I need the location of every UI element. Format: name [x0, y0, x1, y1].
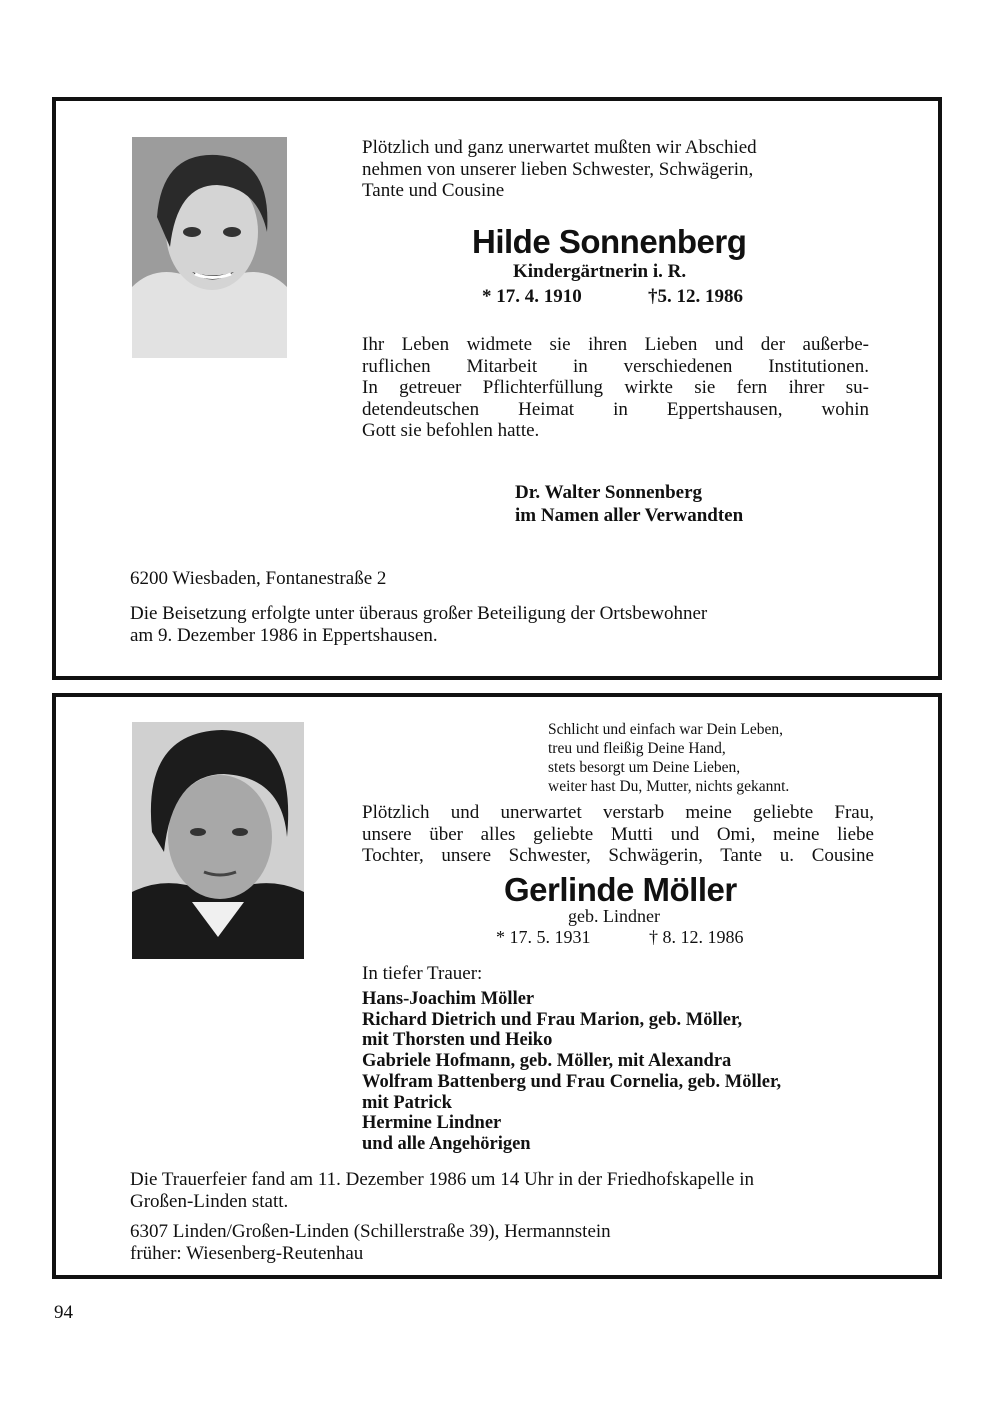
biography-line: Gott sie befohlen hatte.	[362, 420, 540, 441]
biography-line: ruflichen Mitarbeit in verschiedenen Institutionen.	[362, 355, 869, 377]
address	[130, 1221, 611, 1264]
signature-line: Dr. Walter Sonnenberg	[515, 482, 703, 503]
burial-line: Die Beisetzung erfolgte unter überaus großer Beteiligung der Ortsbewohner	[130, 603, 708, 624]
intro-line: unsere über alles geliebte Mutti und Omi, meine liebe	[362, 823, 874, 845]
survivor-list	[362, 989, 781, 1155]
death-date: † 8. 12. 1986	[649, 927, 744, 947]
survivor-line: Wolfram Battenberg und Frau Cornelia, geb. Möller,	[362, 1071, 782, 1092]
burial-line: am 9. Dezember 1986 in Eppertshausen.	[130, 624, 438, 646]
address: 6200 Wiesbaden, Fontanestraße 2	[130, 568, 387, 589]
survivor-line: Gabriele Hofmann, geb. Möller, mit Alexandra	[362, 1051, 732, 1072]
verse-line: stets besorgt um Deine Lieben,	[548, 759, 741, 776]
biography-text	[362, 334, 869, 442]
survivor-line: mit Patrick	[362, 1092, 452, 1113]
deceased-name: Hilde Sonnenberg	[472, 223, 747, 260]
survivor-line: Hermine Lindner	[362, 1113, 502, 1134]
maiden-name: geb. Lindner	[568, 906, 660, 926]
intro-text	[362, 802, 874, 867]
memorial-verse	[548, 720, 789, 796]
deceased-name: Gerlinde Möller	[504, 871, 737, 908]
intro-line: Plötzlich und unerwartet verstarb meine geliebte Frau,	[362, 802, 874, 823]
intro-line: Plötzlich und ganz unerwartet mußten wir Abschied	[362, 137, 757, 158]
signature	[515, 481, 743, 527]
obituary-gerlinde-moeller	[52, 693, 942, 1279]
survivor-line: Richard Dietrich und Frau Marion, geb. Möller,	[362, 1009, 743, 1030]
death-date: †5. 12. 1986	[648, 286, 743, 307]
portrait-photo-hilde	[132, 137, 287, 358]
address-line: 6307 Linden/Großen-Linden (Schillerstraße 39), Hermannstein	[130, 1221, 611, 1242]
page-number: 94	[54, 1302, 73, 1323]
intro-line: Tante und Cousine	[362, 180, 505, 201]
burial-notice	[130, 603, 707, 646]
funeral-line: Großen-Linden statt.	[130, 1190, 289, 1212]
birth-date: * 17. 5. 1931	[496, 927, 591, 947]
survivor-line: und alle Angehörigen	[362, 1133, 531, 1154]
biography-line: In getreuer Pflichterfüllung wirkte sie fern ihrer su-	[362, 377, 869, 398]
portrait-photo-gerlinde	[132, 722, 304, 959]
verse-line: treu und fleißig Deine Hand,	[548, 740, 726, 757]
occupation: Kindergärtnerin i. R.	[513, 261, 687, 282]
intro-text	[362, 137, 757, 202]
survivor-line: Hans-Joachim Möller	[362, 989, 535, 1009]
obituary-hilde-sonnenberg	[52, 97, 942, 680]
verse-line: weiter hast Du, Mutter, nichts gekannt.	[548, 778, 790, 795]
intro-line: Tochter, unsere Schwester, Schwägerin, Tante u. Cousine	[362, 845, 874, 866]
mourning-label: In tiefer Trauer:	[362, 963, 483, 984]
birth-date: * 17. 4. 1910	[482, 286, 582, 307]
portrait-hilde-image	[132, 137, 287, 358]
biography-line: detendeutschen Heimat in Eppertshausen, wohin	[362, 398, 869, 420]
funeral-line: Die Trauerfeier fand am 11. Dezember 1986 um 14 Uhr in der Friedhofskapelle in	[130, 1169, 755, 1190]
survivor-line: mit Thorsten und Heiko	[362, 1030, 553, 1051]
biography-line: Ihr Leben widmete sie ihren Lieben und der außerbe-	[362, 334, 869, 355]
portrait-gerlinde-image	[132, 722, 304, 959]
intro-line: nehmen von unserer lieben Schwester, Schwägerin,	[362, 158, 754, 180]
signature-line: im Namen aller Verwandten	[515, 505, 744, 526]
verse-line: Schlicht und einfach war Dein Leben,	[548, 721, 783, 738]
funeral-notice	[130, 1169, 754, 1212]
address-line: früher: Wiesenberg-Reutenhau	[130, 1242, 364, 1264]
